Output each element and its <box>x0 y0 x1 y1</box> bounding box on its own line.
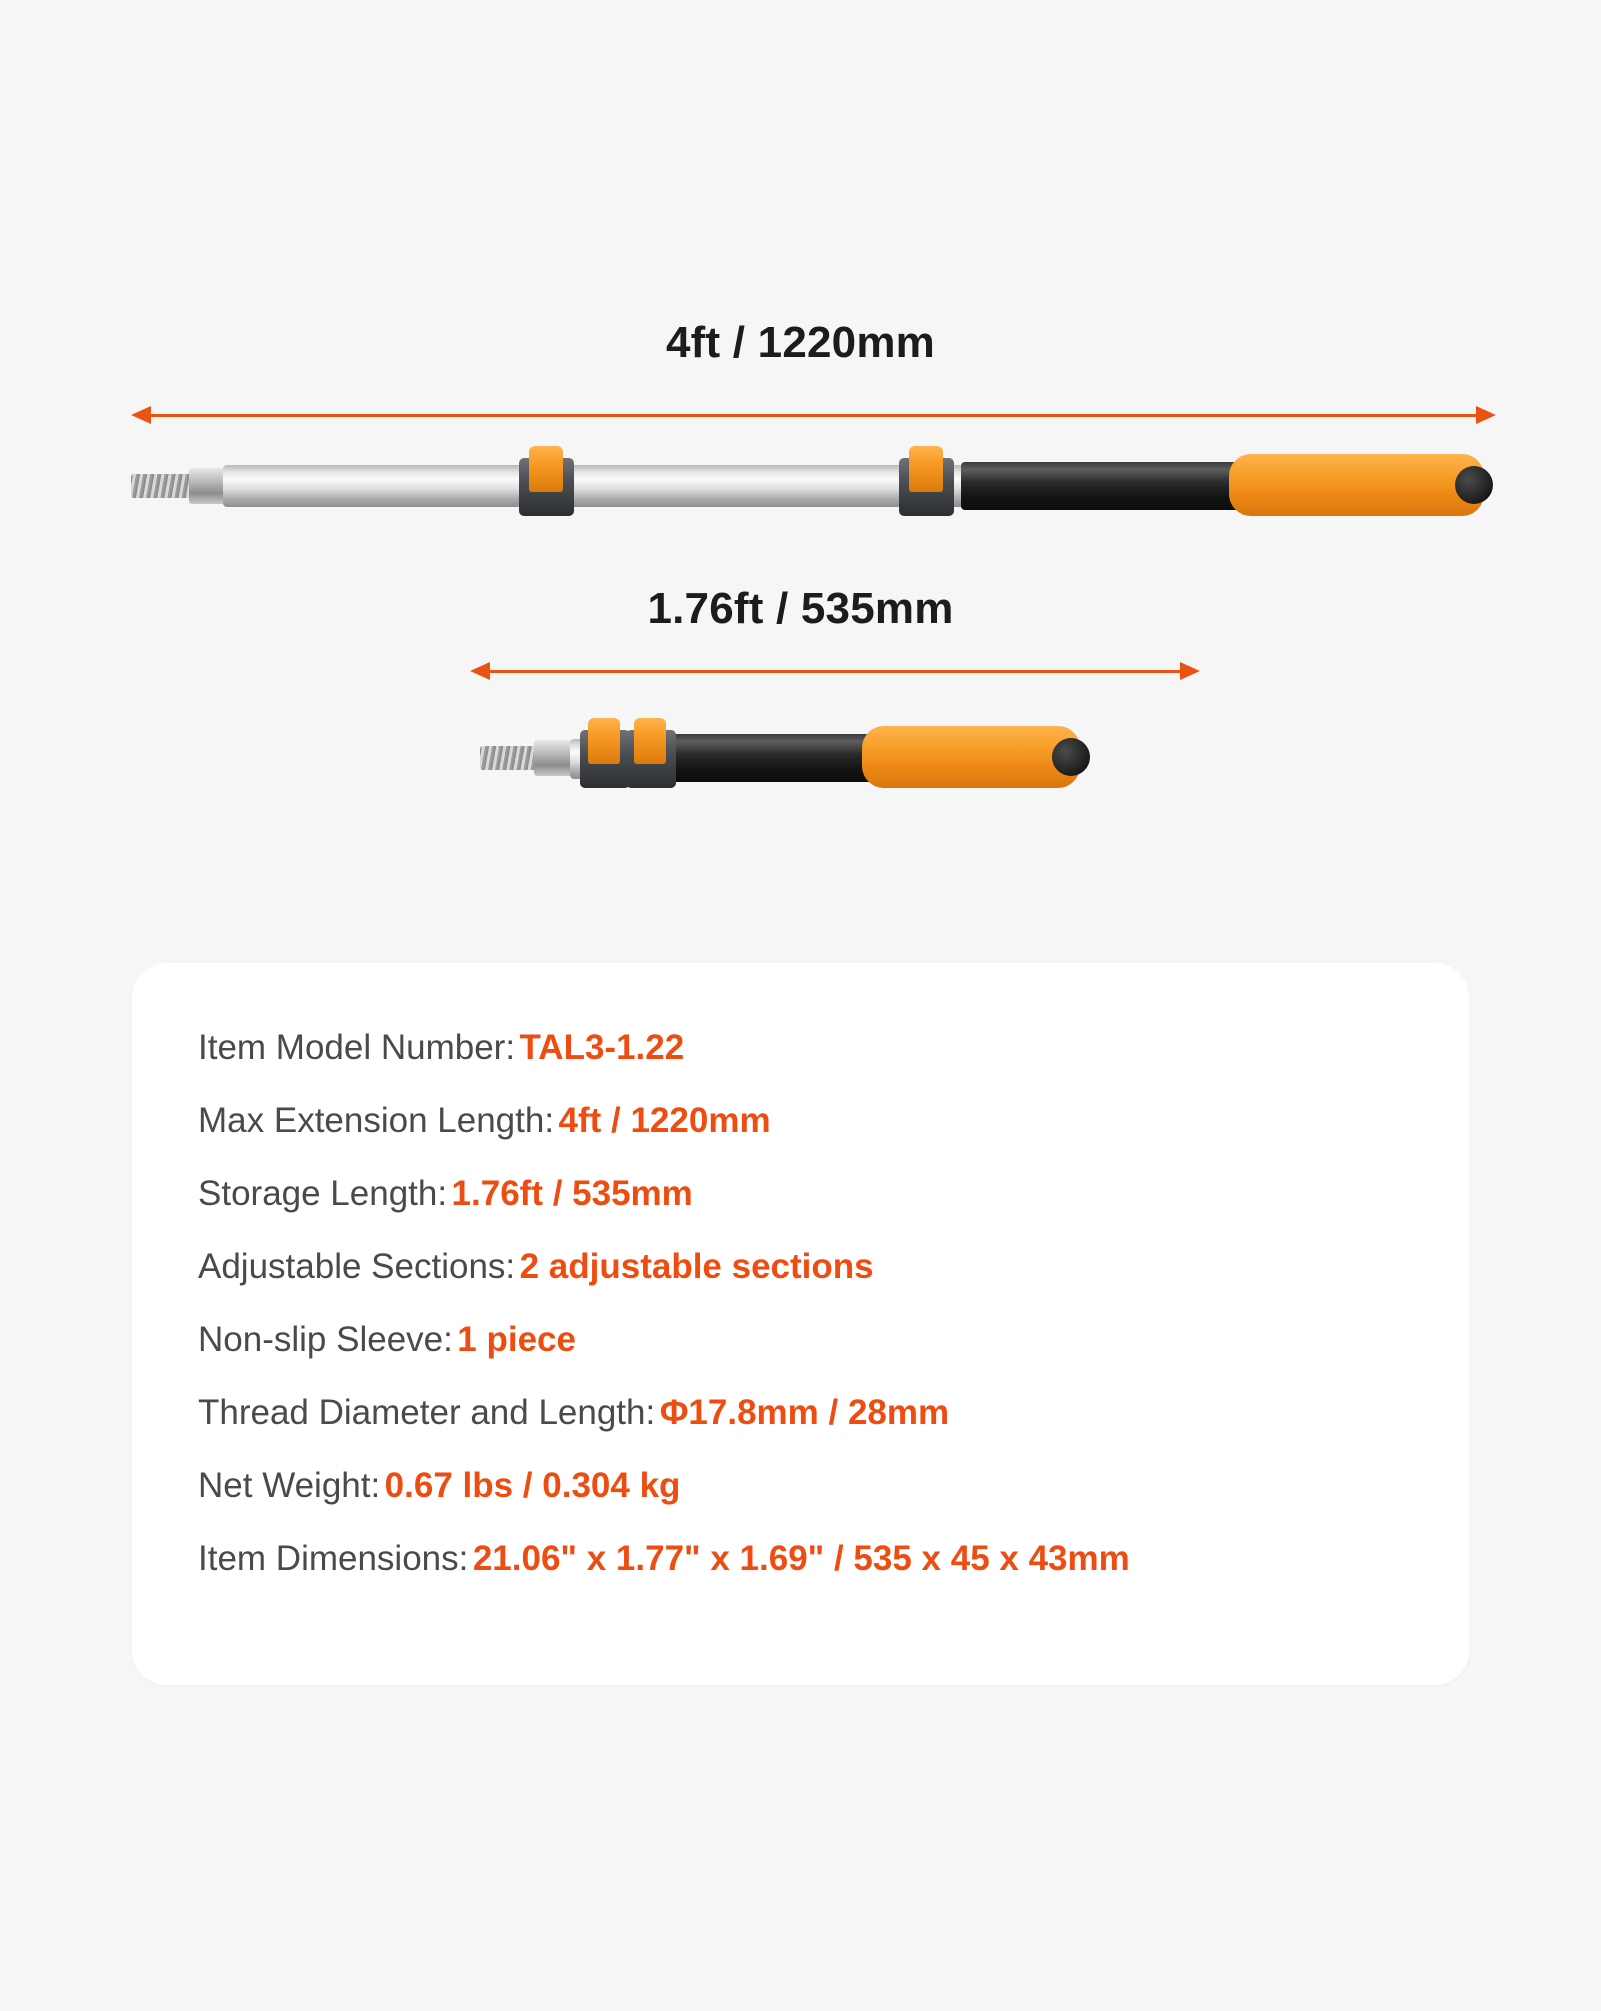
extension-pole-collapsed-image <box>480 720 1200 800</box>
locking-clamp-2 <box>626 730 676 788</box>
spec-value: Φ17.8mm / 28mm <box>659 1392 950 1432</box>
specification-list <box>198 1011 1429 1595</box>
spec-row-item-dimensions <box>198 1522 1429 1595</box>
locking-clamp-1 <box>519 458 574 516</box>
clamp-lever <box>529 446 563 492</box>
arrow-shaft <box>481 670 1189 673</box>
grip-end-cap <box>1455 466 1493 504</box>
spec-value: 4ft / 1220mm <box>558 1100 771 1140</box>
spec-label: Adjustable Sections: <box>198 1246 516 1286</box>
clamp-lever <box>909 446 943 492</box>
spec-row-storage-length <box>198 1157 1429 1230</box>
spec-row-non-slip-sleeve <box>198 1303 1429 1376</box>
clamp-lever <box>634 718 666 764</box>
spec-row-thread-diameter-and-length <box>198 1376 1429 1449</box>
locking-clamp-1 <box>580 730 630 788</box>
spec-value: 2 adjustable sections <box>519 1246 874 1286</box>
spec-value: TAL3-1.22 <box>519 1027 685 1067</box>
locking-clamp-2 <box>899 458 954 516</box>
spec-label: Non-slip Sleeve: <box>198 1319 453 1359</box>
spec-value: 1 piece <box>457 1319 576 1359</box>
spec-label: Thread Diameter and Length: <box>198 1392 656 1432</box>
spec-label: Storage Length: <box>198 1173 448 1213</box>
extended-length-label: 4ft / 1220mm <box>666 318 935 367</box>
stored-length-label: 1.76ft / 535mm <box>647 584 954 633</box>
spec-value: 1.76ft / 535mm <box>451 1173 693 1213</box>
spec-row-adjustable-sections <box>198 1230 1429 1303</box>
spec-value: 21.06" x 1.77" x 1.69" / 535 x 45 x 43mm <box>472 1538 1130 1578</box>
clamp-lever <box>588 718 620 764</box>
arrow-head-right-icon <box>1180 662 1200 680</box>
orange-grip-sleeve <box>862 726 1080 788</box>
orange-grip-sleeve <box>1229 454 1484 516</box>
aluminum-tube-section <box>223 465 1003 507</box>
spec-row-max-extension-length <box>198 1084 1429 1157</box>
spec-label: Item Dimensions: <box>198 1538 469 1578</box>
arrow-head-right-icon <box>1476 406 1496 424</box>
spec-label: Item Model Number: <box>198 1027 516 1067</box>
specification-card <box>132 963 1469 1685</box>
spec-row-item-model-number <box>198 1011 1429 1084</box>
thread-tip <box>131 474 193 498</box>
spec-row-net-weight <box>198 1449 1429 1522</box>
grip-end-cap <box>1052 738 1090 776</box>
extended-length-arrow <box>131 404 1496 426</box>
thread-tip <box>480 746 538 770</box>
spec-value: 0.67 lbs / 0.304 kg <box>384 1465 681 1505</box>
spec-label: Net Weight: <box>198 1465 381 1505</box>
arrow-shaft <box>142 414 1485 417</box>
extension-pole-extended-image <box>131 448 1501 528</box>
stored-length-arrow <box>470 660 1200 682</box>
spec-label: Max Extension Length: <box>198 1100 555 1140</box>
